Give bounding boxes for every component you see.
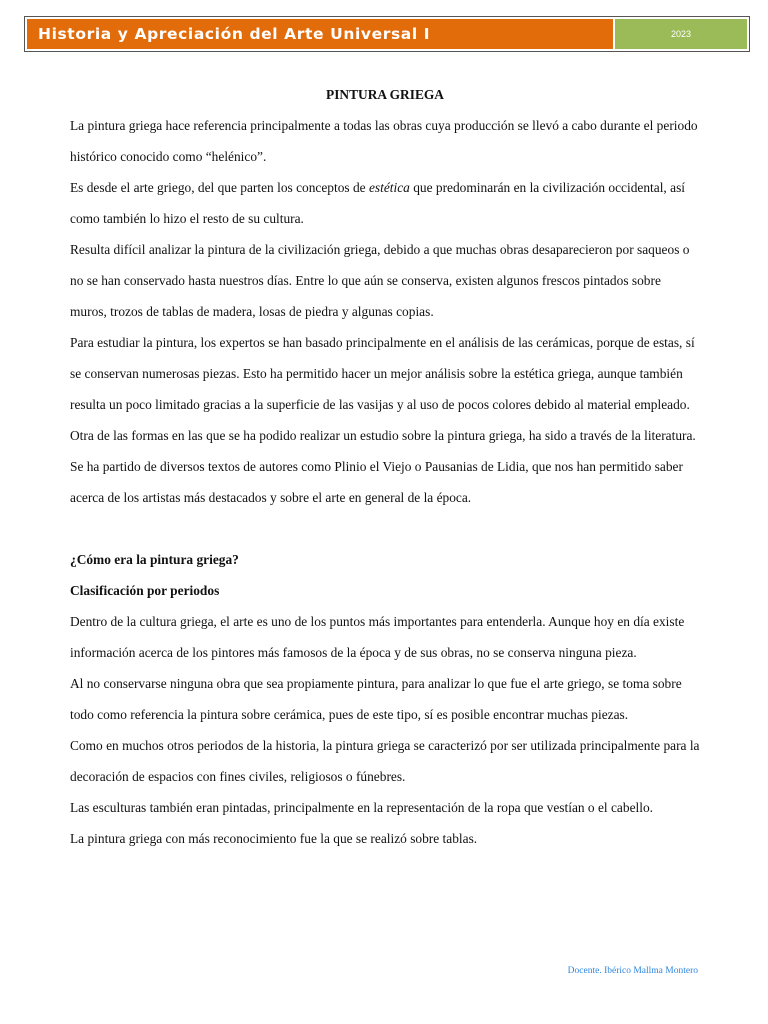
- document-title: PINTURA GRIEGA: [326, 87, 444, 102]
- section-spacer: [70, 513, 700, 544]
- paragraph-4: Para estudiar la pintura, los expertos se han basado principalmente en el análisis de las cerámicas, porque de estas, sí se conservan numerosas piezas. Esto ha permitido hacer un mejor análisis sobre la estética griega, aunque también resulta un poco limitado gracias a la superficie de las vasijas y al uso de pocos colores debido al material empleado.: [70, 335, 695, 412]
- page-header: [24, 16, 750, 52]
- paragraph-3: Resulta difícil analizar la pintura de la civilización griega, debido a que muchas obras desaparecieron por saqueos o no se han conservado hasta nuestros días. Entre lo que aún se conserva, existen algunos frescos pintados sobre muros, trozos de tablas de madera, losas de piedra y algunas copias.: [70, 242, 690, 319]
- section-heading-clasificacion: Clasificación por periodos: [70, 583, 220, 598]
- page-footer-author: Docente. Ibérico Mallma Montero: [567, 966, 698, 976]
- paragraph-8: Como en muchos otros periodos de la historia, la pintura griega se caracterizó por ser utilizada principalmente para la decoración de espacios con fines civiles, religiosos o fúnebres.: [70, 738, 700, 784]
- paragraph-5: Otra de las formas en las que se ha podido realizar un estudio sobre la pintura griega, ha sido a través de la literatura. Se ha partido de diversos textos de autores como Plinio el Viejo o Pausanias de Lidia, que nos han permitido saber acerca de los artistas más destacados y sobre el arte en general de la época.: [70, 428, 696, 505]
- header-year: 2023: [615, 19, 747, 49]
- paragraph-7: Al no conservarse ninguna obra que sea propiamente pintura, para analizar lo que fue el arte griego, se toma sobre todo como referencia la pintura sobre cerámica, pues de este tipo, sí es posible encontrar muchas piezas.: [70, 676, 682, 722]
- course-title: Historia y Apreciación del Arte Universal I: [27, 19, 613, 49]
- paragraph-10: La pintura griega con más reconocimiento fue la que se realizó sobre tablas.: [70, 831, 478, 846]
- paragraph-6: Dentro de la cultura griega, el arte es uno de los puntos más importantes para entenderla. Aunque hoy en día existe información acerca de los pintores más famosos de la época y de sus obras, no se conserva ninguna pieza.: [70, 614, 685, 660]
- paragraph-9: Las esculturas también eran pintadas, principalmente en la representación de la ropa que vestían o el cabello.: [70, 800, 653, 815]
- document-body: [70, 79, 700, 854]
- paragraph-2: [70, 172, 700, 234]
- paragraph-2-text-b: que predominarán en la civilización occidental, así como también lo hizo el resto de su cultura.: [70, 180, 685, 226]
- section-heading-como-era: ¿Cómo era la pintura griega?: [70, 552, 239, 567]
- paragraph-1: La pintura griega hace referencia principalmente a todas las obras cuya producción se llevó a cabo durante el periodo histórico conocido como “helénico”.: [70, 118, 698, 164]
- paragraph-2-text-a: Es desde el arte griego, del que parten los conceptos de: [70, 180, 369, 195]
- italic-term-estetica: estética: [368, 180, 410, 195]
